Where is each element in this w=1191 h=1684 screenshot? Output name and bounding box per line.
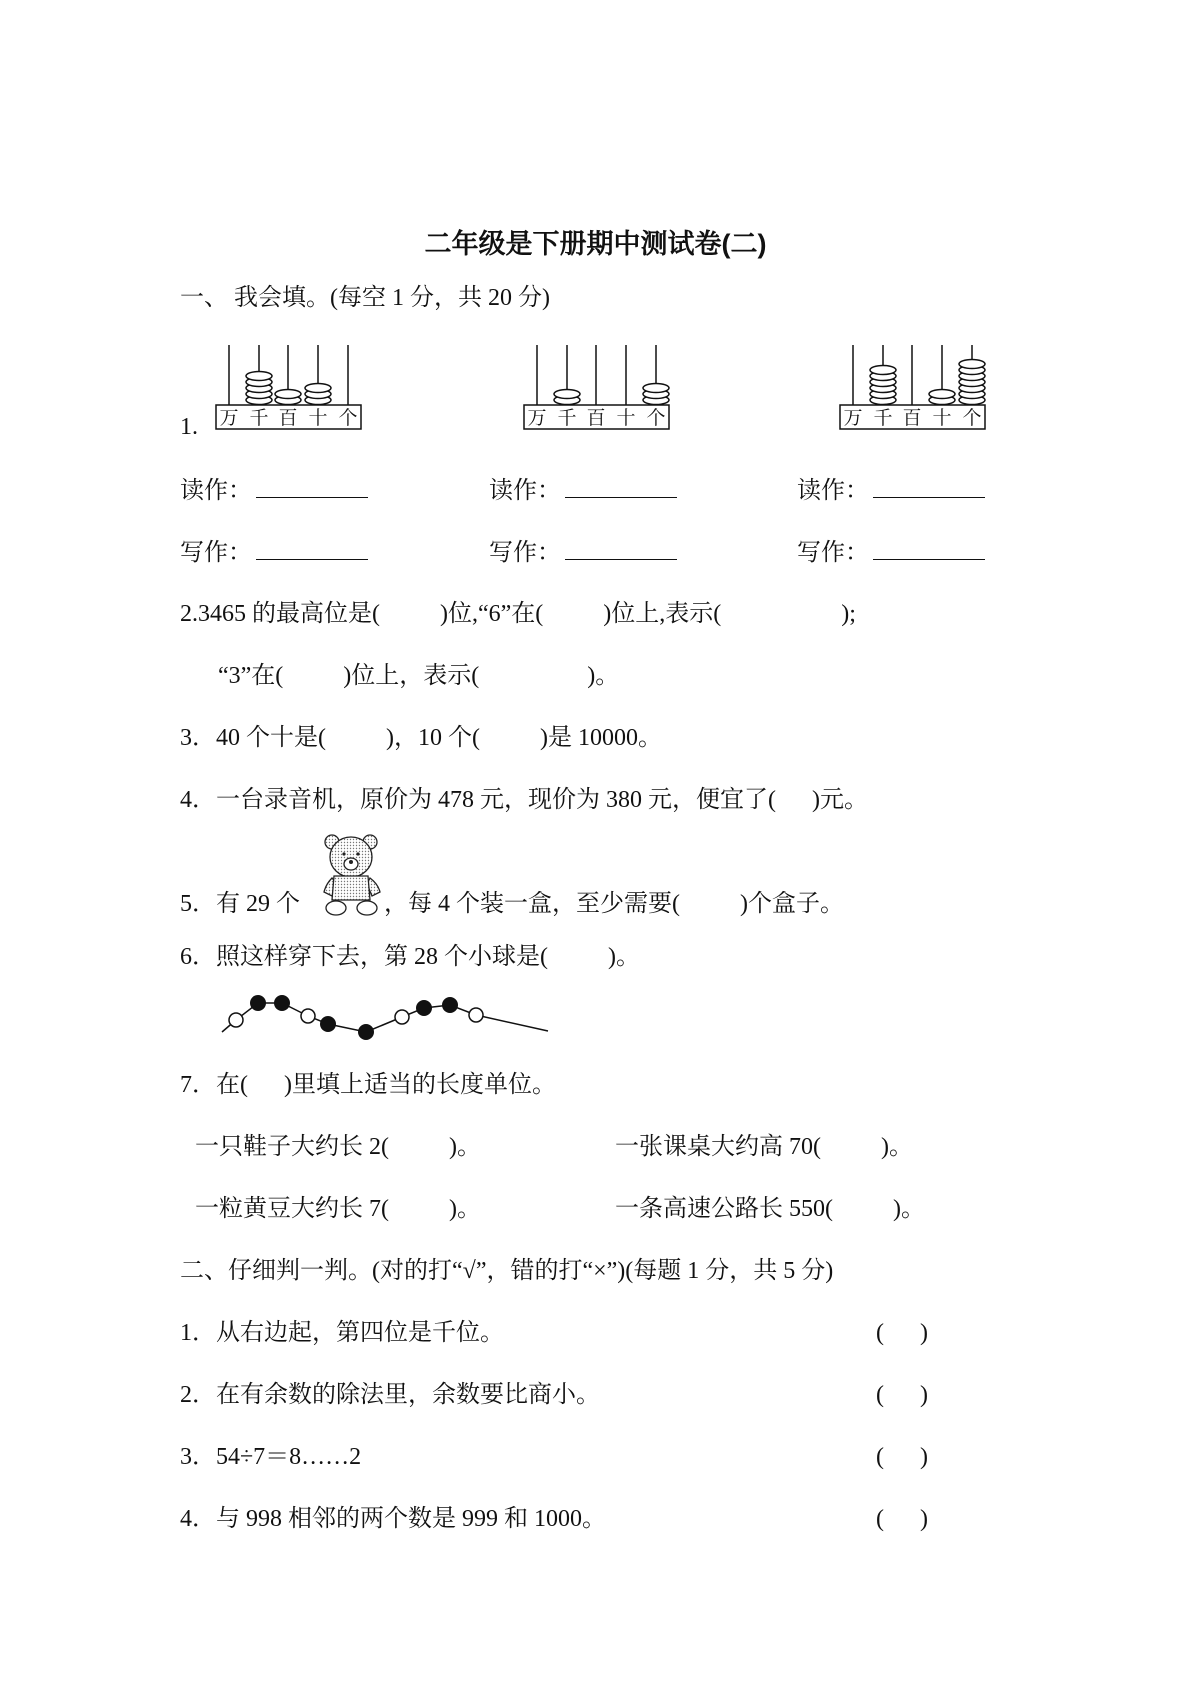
judge-item-3-answer[interactable]: ( ) [876, 1444, 928, 1470]
svg-text:个: 个 [338, 408, 358, 429]
judge-item-4-answer[interactable]: ( ) [876, 1506, 928, 1532]
bead-white [229, 1013, 243, 1027]
svg-text:百: 百 [586, 408, 606, 429]
read-label: 读作： [489, 478, 561, 504]
svg-text:个: 个 [646, 408, 666, 429]
svg-text:万: 万 [843, 408, 863, 429]
q7-item-1: 一只鞋子大约长 2( )。 [195, 1134, 481, 1160]
svg-text:万: 万 [527, 408, 547, 429]
write-row-2 [489, 537, 677, 568]
q5-before: 5．有 29 个 [180, 891, 300, 917]
read-row-3 [797, 475, 985, 506]
bead-white [395, 1010, 409, 1024]
judge-item-3-text: 3．54÷7＝8……2 [180, 1444, 362, 1470]
read-answer-blank-1[interactable] [256, 475, 368, 498]
svg-text:千: 千 [557, 408, 577, 429]
read-row-1 [180, 475, 368, 506]
judge-item-2-text: 2．在有余数的除法里，余数要比商小。 [180, 1382, 600, 1408]
bead-black [442, 997, 458, 1013]
read-row-2 [489, 475, 677, 506]
write-answer-blank-3[interactable] [873, 537, 985, 560]
section1-heading: 一、 我会填。(每空 1 分，共 20 分) [180, 285, 550, 311]
q2-line1: 2.3465 的最高位是( )位,“6”在( )位上,表示( ); [180, 601, 856, 627]
q5-after: ，每 4 个装一盒，至少需要( )个盒子。 [384, 891, 844, 917]
abacus-2 [522, 340, 672, 440]
svg-text:百: 百 [278, 408, 298, 429]
abacus-3 [838, 340, 988, 440]
svg-text:百: 百 [902, 408, 922, 429]
bead-black [358, 1024, 374, 1040]
judge-item-1-answer[interactable]: ( ) [876, 1320, 928, 1346]
read-label: 读作： [180, 478, 252, 504]
write-label: 写作： [489, 540, 561, 566]
section2-heading: 二、仔细判一判。(对的打“√”，错的打“×”)(每题 1 分，共 5 分) [180, 1258, 834, 1284]
svg-text:十: 十 [932, 408, 952, 429]
q7-item-4: 一条高速公路长 550( )。 [615, 1196, 925, 1222]
q6: 6．照这样穿下去，第 28 个小球是( )。 [180, 944, 640, 970]
bead-white [301, 1009, 315, 1023]
judge-item-2-answer[interactable]: ( ) [876, 1382, 928, 1408]
q7-heading: 7．在( )里填上适当的长度单位。 [180, 1072, 556, 1098]
abacus-1 [214, 340, 364, 440]
q3: 3．40 个十是( )，10 个( )是 10000。 [180, 725, 662, 751]
judge-item-4-text: 4．与 998 相邻的两个数是 999 和 1000。 [180, 1506, 606, 1532]
bead-black [250, 995, 266, 1011]
read-answer-blank-2[interactable] [565, 475, 677, 498]
q2-line2: “3”在( )位上，表示( )。 [218, 663, 620, 689]
write-answer-blank-1[interactable] [256, 537, 368, 560]
read-answer-blank-3[interactable] [873, 475, 985, 498]
write-answer-blank-2[interactable] [565, 537, 677, 560]
bead-black [274, 995, 290, 1011]
teddy-bear-icon [322, 832, 384, 923]
write-label: 写作： [180, 540, 252, 566]
bead-black [416, 1000, 432, 1016]
write-label: 写作： [797, 540, 869, 566]
q7-item-2: 一张课桌大约高 70( )。 [615, 1134, 913, 1160]
write-row-3 [797, 537, 985, 568]
svg-text:千: 千 [249, 408, 269, 429]
bead-string-diagram [218, 990, 558, 1045]
write-row-1 [180, 537, 368, 568]
page-title: 二年级是下册期中测试卷(二) [424, 229, 767, 259]
q4: 4．一台录音机，原价为 478 元，现价为 380 元，便宜了( )元。 [180, 787, 868, 813]
q7-item-3: 一粒黄豆大约长 7( )。 [195, 1196, 481, 1222]
svg-text:十: 十 [308, 408, 328, 429]
svg-text:千: 千 [873, 408, 893, 429]
q1-number: 1. [180, 414, 198, 440]
judge-item-1-text: 1．从右边起，第四位是千位。 [180, 1320, 504, 1346]
svg-text:十: 十 [616, 408, 636, 429]
bead-white [469, 1008, 483, 1022]
read-label: 读作： [797, 478, 869, 504]
bead-black [320, 1016, 336, 1032]
abacus-label-wan: 万 [219, 408, 239, 429]
svg-text:个: 个 [962, 408, 982, 429]
